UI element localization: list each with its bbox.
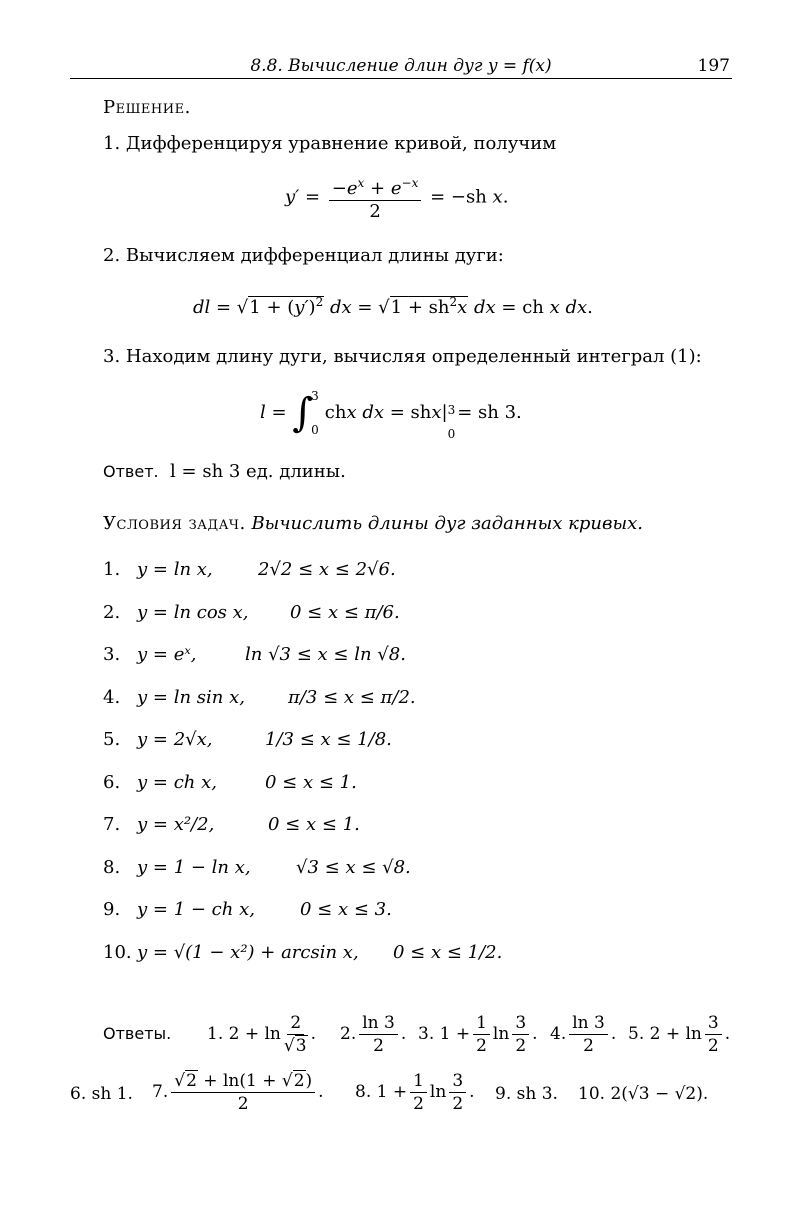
solution-step-3: 3. Находим длину дуги, вычисляя определенный интеграл (1): — [103, 346, 702, 367]
problem-number: 4. — [103, 686, 121, 708]
problem-number: 10. — [103, 941, 132, 963]
running-header — [70, 52, 732, 79]
problem-number: 3. — [103, 644, 121, 665]
problem-range: 2√2 ≤ x ≤ 2√6. — [258, 559, 396, 580]
problem-range: 0 ≤ x ≤ 1/2. — [393, 941, 503, 963]
problem-number: 6. — [103, 771, 121, 793]
problem-function: y = ln x, — [137, 559, 213, 580]
problem-function: y = √(1 − x²) + arcsin x, — [137, 941, 359, 963]
answer-4: 4. $\frac{\ln 3}{2}$ . — [550, 1013, 617, 1056]
problem-function: y = 2√x, — [137, 729, 213, 750]
solution-heading: Решение. — [103, 97, 191, 118]
problem-function: y = ln cos x, — [137, 601, 249, 623]
answer-label: Ответ. — [103, 462, 159, 481]
problem-number: 7. — [103, 814, 121, 835]
problem-function: y = ln sin x, — [137, 686, 245, 708]
problem-range: 0 ≤ x ≤ 3. — [300, 899, 392, 920]
problem-range: ln √3 ≤ x ≤ ln √8. — [245, 644, 406, 665]
answer-9: 9. sh 3. — [495, 1084, 558, 1104]
solution-step-2: 2. Вычисляем дифференциал длины дуги: — [103, 245, 504, 266]
problem-function: y = 1 − ln x, — [137, 856, 251, 878]
answer-line — [103, 460, 346, 484]
formula-integral: l = ∫ 3 0 ch x dx = sh x | 3 0 = sh 3. — [260, 389, 522, 441]
answer-2: 2. $\frac{\ln 3}{2}$ . — [340, 1013, 407, 1056]
answer-6: 6. sh 1. — [70, 1084, 133, 1104]
answer-5: 5. 2 + ln $\frac{3}{2}$ . — [628, 1013, 731, 1056]
answer-7: 7. $\frac{√2 + \ln(1 + √2)}{2}$ . — [152, 1071, 324, 1114]
problems-instruction: Вычислить длины дуг заданных кривых. — [251, 513, 644, 534]
answer-text: l = sh 3 ед. длины. — [170, 461, 346, 482]
page-number: 197 — [697, 56, 730, 76]
problem-range: 0 ≤ x ≤ 1. — [265, 771, 357, 793]
problem-number: 5. — [103, 729, 121, 750]
problem-range: √3 ≤ x ≤ √8. — [296, 856, 411, 878]
problem-number: 2. — [103, 601, 121, 623]
answer-3: 3. 1 + $\frac{1}{2}$ ln $\frac{3}{2}$ . — [418, 1013, 538, 1056]
problem-function: y = x²/2, — [137, 814, 215, 835]
answers-label: Ответы. — [103, 1024, 172, 1043]
answer-10: 10. 2(√3 − √2). — [578, 1084, 709, 1104]
answer-1: 1. 2 + ln $\frac{2}{√3}$ . — [207, 1013, 316, 1056]
problems-heading: Условия задач. — [103, 513, 246, 534]
problem-range: 0 ≤ x ≤ 1. — [268, 814, 360, 835]
formula-derivative: y′ = $\frac{-e^x + e^{-x}}{2}$ = −sh x. — [285, 172, 508, 223]
problems-heading-line — [103, 512, 643, 536]
answer-8: 8. 1 + $\frac{1}{2}$ ln $\frac{3}{2}$ . — [355, 1071, 475, 1114]
problem-number: 1. — [103, 559, 121, 580]
formula-arc-differential: dl = $√1 + (y')^2$ dx = $√1 + sh^2x$ dx = ch x dx. — [193, 295, 593, 318]
header-title: 8.8. Вычисление длин дуг y = f(x) — [250, 56, 552, 76]
problem-number: 9. — [103, 899, 121, 920]
problem-number: 8. — [103, 856, 121, 878]
problem-function: y = eˣ, — [137, 644, 197, 665]
problem-function: y = 1 − ch x, — [137, 899, 255, 920]
problem-range: π/3 ≤ x ≤ π/2. — [288, 686, 416, 708]
solution-step-1: 1. Дифференцируя уравнение кривой, получим — [103, 133, 557, 154]
problem-function: y = ch x, — [137, 771, 217, 793]
problem-range: 1/3 ≤ x ≤ 1/8. — [265, 729, 392, 750]
problem-range: 0 ≤ x ≤ π/6. — [290, 601, 400, 623]
